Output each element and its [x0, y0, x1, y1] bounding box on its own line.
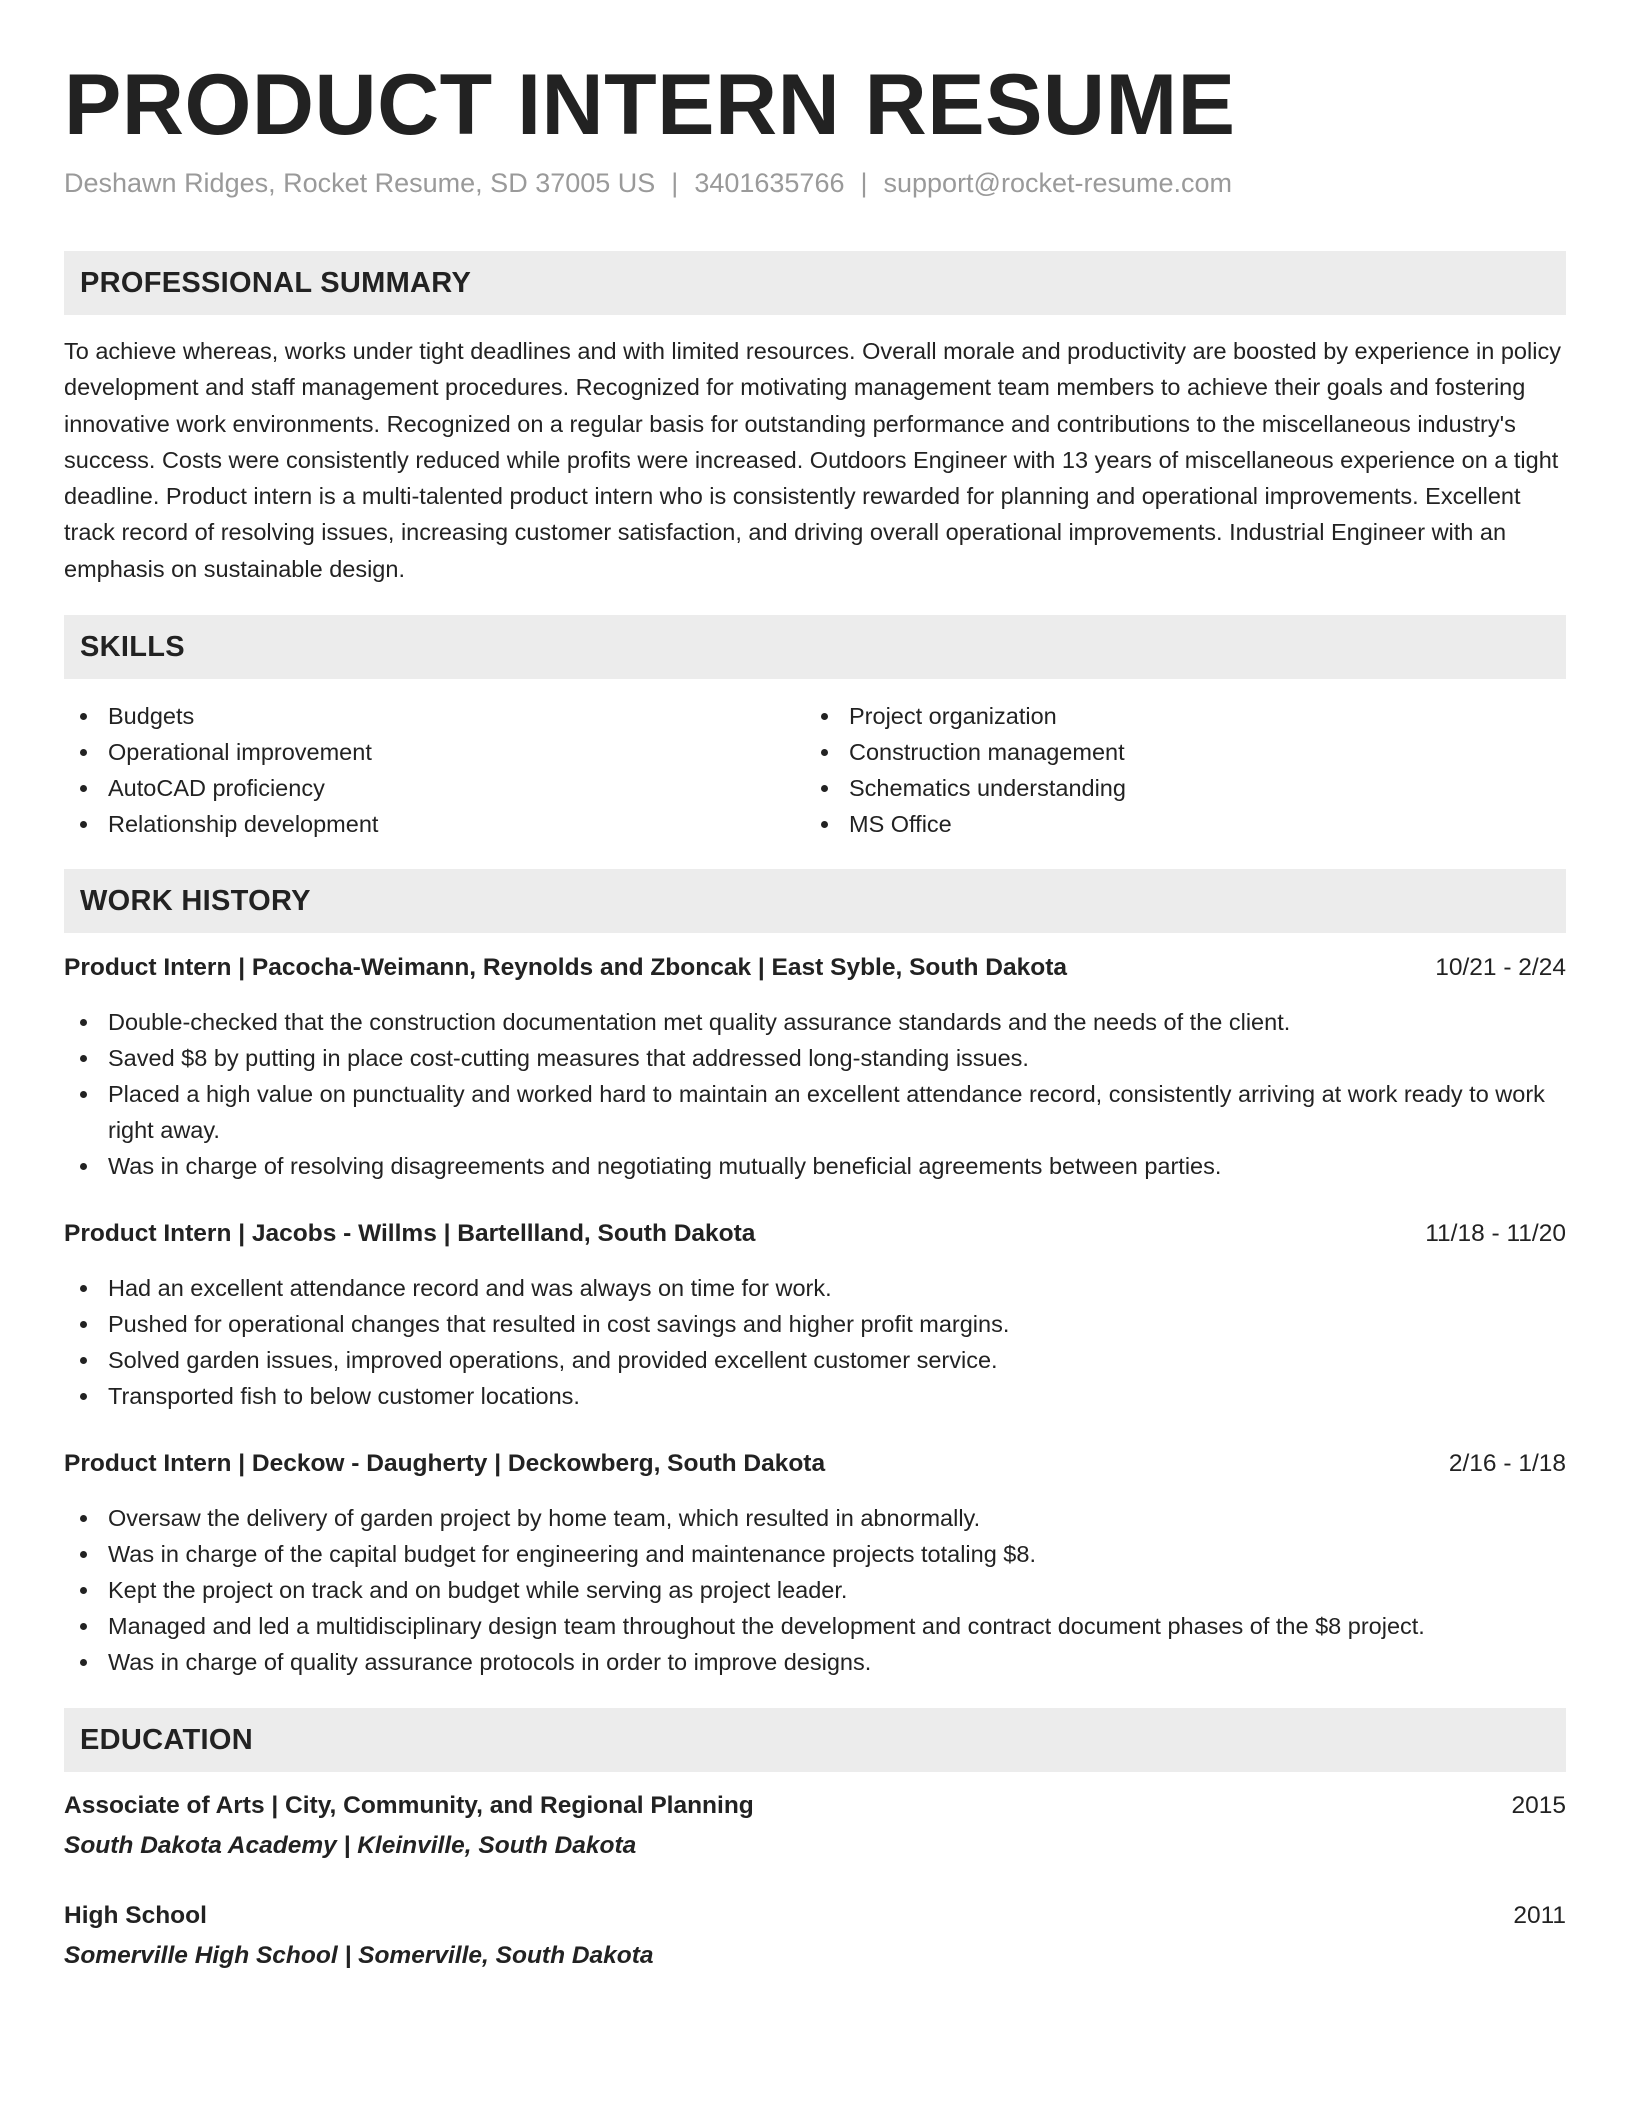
education-entry: [64, 1788, 1566, 1864]
summary-heading: PROFESSIONAL SUMMARY: [64, 251, 1566, 315]
job-bullet: Managed and led a multidisciplinary design team throughout the development and contract document phases of the $8 project.: [64, 1608, 1566, 1644]
job-dates: 2/16 - 1/18: [1448, 1450, 1566, 1477]
job-title: Product Intern | Deckow - Daugherty | Deckowberg, South Dakota: [64, 1450, 826, 1477]
page-title: PRODUCT INTERN RESUME: [64, 57, 1236, 153]
skill-item: AutoCAD proficiency: [64, 770, 805, 806]
job-header: [64, 950, 1566, 986]
skill-item: Construction management: [805, 734, 1566, 770]
job-bullet: Transported fish to below customer locations.: [64, 1378, 1566, 1414]
job-bullet: Was in charge of resolving disagreements and negotiating mutually beneficial agreements between parties.: [64, 1148, 1566, 1184]
job-bullets: [64, 1270, 1566, 1414]
education-degree: High School: [64, 1902, 207, 1929]
education-header: [64, 1788, 1566, 1824]
skills-column-right: [805, 698, 1566, 842]
skill-item: Budgets: [64, 698, 805, 734]
skill-item: Project organization: [805, 698, 1566, 734]
job-bullet: Had an excellent attendance record and was always on time for work.: [64, 1270, 1566, 1306]
summary-text: To achieve whereas, works under tight deadlines and with limited resources. Overall morale and productivity are boosted by experience in policy development and staff management procedures. Recognized for motivating management team members to achieve their goals and fostering innovative work environments. Recognized on a regular basis for outstanding performance and contributions to the miscellaneous industry's success. Costs were consistently reduced while profits were increased. Outdoors Engineer with 13 years of miscellaneous experience on a tight deadline. Product intern is a multi-talented product intern who is consistently rewarded for planning and operational improvements. Excellent track record of resolving issues, increasing customer satisfaction, and driving overall operational improvements. Industrial Engineer with an emphasis on sustainable design.: [64, 338, 1561, 582]
job-entry: [64, 1216, 1566, 1414]
contact-separator: |: [671, 168, 679, 198]
skill-item: Schematics understanding: [805, 770, 1566, 806]
skills-heading: SKILLS: [64, 615, 1566, 679]
job-title: Product Intern | Pacocha-Weimann, Reynolds and Zboncak | East Syble, South Dakota: [64, 954, 1067, 981]
education-header: [64, 1898, 1566, 1934]
skill-item: MS Office: [805, 806, 1566, 842]
job-dates: 11/18 - 11/20: [1425, 1220, 1566, 1247]
job-entry: [64, 1446, 1566, 1680]
job-entry: [64, 950, 1566, 1184]
contact-separator: |: [860, 168, 868, 198]
contact-email: support@rocket-resume.com: [883, 168, 1233, 198]
education-heading: EDUCATION: [64, 1708, 1566, 1772]
education-school: South Dakota Academy | Kleinville, South Dakota: [64, 1832, 637, 1859]
job-bullet: Saved $8 by putting in place cost-cutting measures that addressed long-standing issues.: [64, 1040, 1566, 1076]
education-degree: Associate of Arts | City, Community, and Regional Planning: [64, 1792, 754, 1819]
education-school: Somerville High School | Somerville, South Dakota: [64, 1942, 654, 1969]
contact-phone: 3401635766: [694, 168, 845, 198]
skills-column-left: [64, 698, 805, 842]
work-history-heading: WORK HISTORY: [64, 869, 1566, 933]
job-bullets: [64, 1500, 1566, 1680]
contact-line: [64, 165, 1232, 201]
job-dates: 10/21 - 2/24: [1435, 954, 1566, 981]
job-bullet: Pushed for operational changes that resulted in cost savings and higher profit margins.: [64, 1306, 1566, 1342]
skill-item: Operational improvement: [64, 734, 805, 770]
job-bullet: Double-checked that the construction documentation met quality assurance standards and the needs of the client.: [64, 1004, 1566, 1040]
job-bullet: Was in charge of quality assurance protocols in order to improve designs.: [64, 1644, 1566, 1680]
skill-item: Relationship development: [64, 806, 805, 842]
job-header: [64, 1216, 1566, 1252]
contact-address: Deshawn Ridges, Rocket Resume, SD 37005 US: [64, 168, 656, 198]
education-year: 2015: [1511, 1792, 1566, 1819]
job-bullet: Solved garden issues, improved operations, and provided excellent customer service.: [64, 1342, 1566, 1378]
job-title: Product Intern | Jacobs - Willms | Bartellland, South Dakota: [64, 1220, 756, 1247]
job-bullet: Was in charge of the capital budget for engineering and maintenance projects totaling $8.: [64, 1536, 1566, 1572]
job-bullets: [64, 1004, 1566, 1184]
job-bullet: Kept the project on track and on budget while serving as project leader.: [64, 1572, 1566, 1608]
job-bullet: Oversaw the delivery of garden project by home team, which resulted in abnormally.: [64, 1500, 1566, 1536]
education-entry: [64, 1898, 1566, 1974]
skills-list: [64, 698, 1566, 842]
job-bullet: Placed a high value on punctuality and worked hard to maintain an excellent attendance record, consistently arriving at work ready to work right away.: [64, 1076, 1566, 1148]
job-header: [64, 1446, 1566, 1482]
education-year: 2011: [1513, 1902, 1566, 1929]
